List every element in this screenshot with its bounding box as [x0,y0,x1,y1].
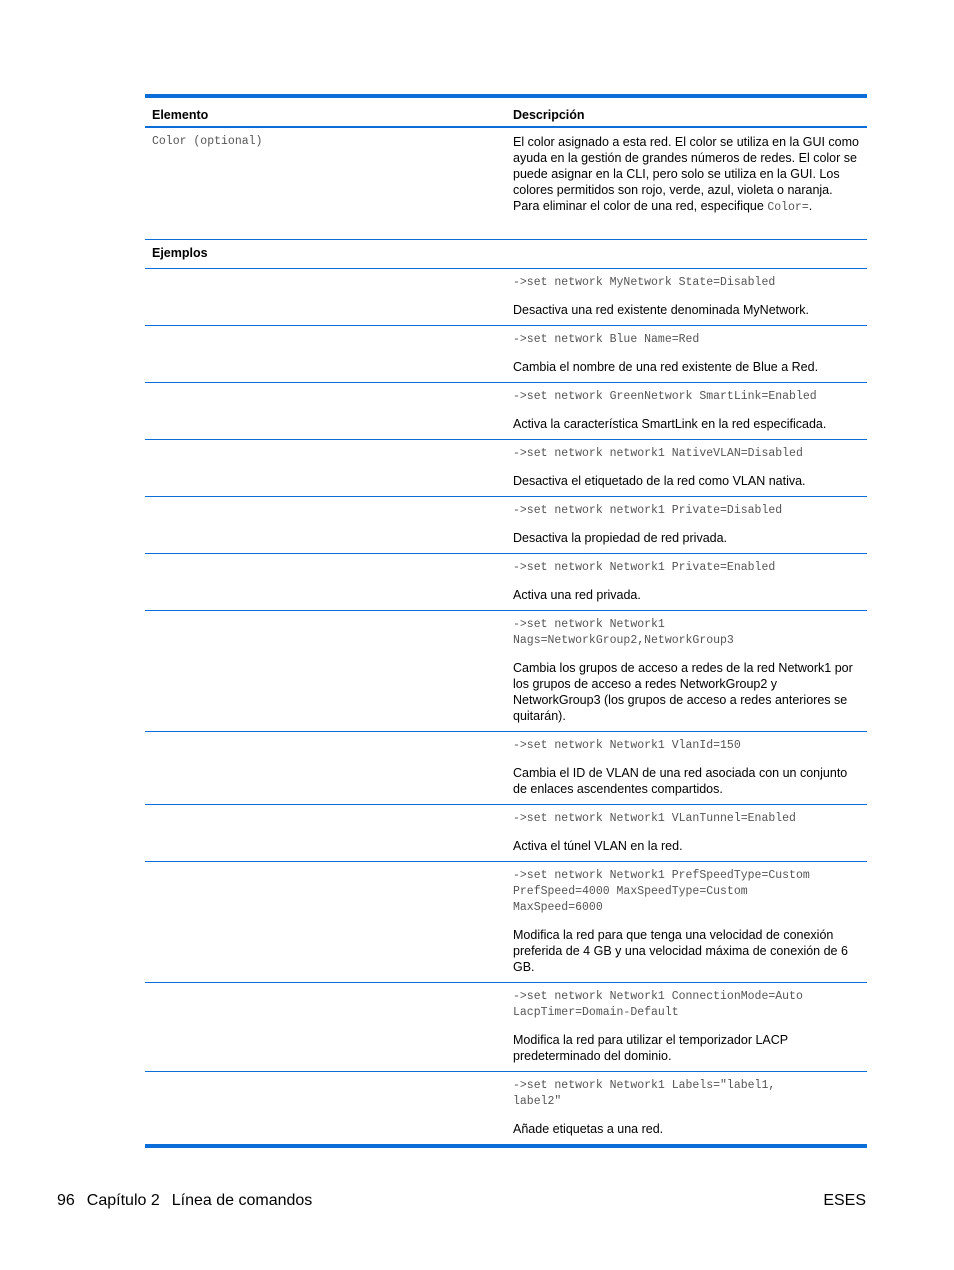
example-row [145,383,867,440]
example-row [145,611,867,732]
description-color [505,128,867,239]
example-command: ->set network Network1 ConnectionMode=Auto LacpTimer=Domain-Default [513,990,803,1019]
example-description: Añade etiquetas a una red. [513,1122,664,1136]
page-number: 96 [57,1192,75,1209]
example-description: Cambia el nombre de una red existente de Blue a Red. [513,360,819,374]
description-color-text: El color asignado a esta red. El color se utiliza en la GUI como ayuda en la gestión de grandes números de redes. El color se puede asignar en la CLI, pero solo se utiliza en la GUI. Los colores permitidos son rojo, verde, azul, violeta o naranja. Para eliminar el color de una red, especifique [513,135,860,213]
example-row [145,732,867,805]
example-description: Modifica la red para utilizar el temporizador LACP predeterminado del dominio. [513,1033,788,1063]
example-description: Activa el túnel VLAN en la red. [513,839,683,853]
examples-empty-cell [505,240,867,268]
table-bottom-rule [145,1144,867,1148]
table-header-row [145,98,867,128]
footer-language-code: ESES [823,1192,866,1209]
example-description: Activa la característica SmartLink en la red especificada. [513,417,827,431]
table-row-color [145,128,867,240]
example-description: Desactiva el etiquetado de la red como VLAN nativa. [513,474,806,488]
chapter-title: Línea de comandos [171,1192,313,1209]
example-description: Modifica la red para que tenga una velocidad de conexión preferida de 4 GB y una velocidad máxima de conexión de 6 GB. [513,928,848,974]
example-description: Activa una red privada. [513,588,641,602]
example-command: ->set network Network1 VlanId=150 [513,739,741,752]
example-description: Cambia el ID de VLAN de una red asociada con un conjunto de enlaces ascendentes compartidos. [513,766,848,796]
example-command: ->set network network1 NativeVLAN=Disabled [513,447,803,460]
example-command: ->set network Network1 Private=Enabled [513,561,776,574]
example-command: ->set network Network1 PrefSpeedType=Custom PrefSpeed=4000 MaxSpeedType=Custom MaxSpeed=6000 [513,869,810,914]
example-command: ->set network network1 Private=Disabled [513,504,783,517]
example-description: Desactiva la propiedad de red privada. [513,531,728,545]
example-command: ->set network Network1 VLanTunnel=Enabled [513,812,796,825]
header-descripcion: Descripción [513,108,585,122]
chapter-label: Capítulo 2 [86,1192,160,1209]
description-color-code: Color= [767,201,809,214]
example-row [145,1072,867,1144]
element-color: Color (optional) [152,135,263,148]
footer-left [57,1192,324,1210]
example-description: Desactiva una red existente denominada MyNetwork. [513,303,809,317]
example-row [145,326,867,383]
example-row [145,805,867,862]
example-row [145,269,867,326]
command-table [145,94,867,1148]
example-row [145,497,867,554]
example-row [145,983,867,1072]
example-command: ->set network GreenNetwork SmartLink=Enabled [513,390,817,403]
examples-label: Ejemplos [152,246,208,260]
example-row [145,440,867,497]
example-row [145,554,867,611]
table-row-ejemplos [145,240,867,269]
example-command: ->set network Blue Name=Red [513,333,700,346]
example-row [145,862,867,983]
description-color-end: . [808,199,813,213]
example-command: ->set network MyNetwork State=Disabled [513,276,776,289]
example-description: Cambia los grupos de acceso a redes de la red Network1 por los grupos de acceso a redes NetworkGroup2 y NetworkGroup3 (los grupos de acceso a redes anteriores se quitarán). [513,661,853,723]
example-command: ->set network Network1 Nags=NetworkGroup2,NetworkGroup3 [513,618,734,647]
example-command: ->set network Network1 Labels="label1, label2" [513,1079,776,1108]
header-elemento: Elemento [152,108,209,122]
